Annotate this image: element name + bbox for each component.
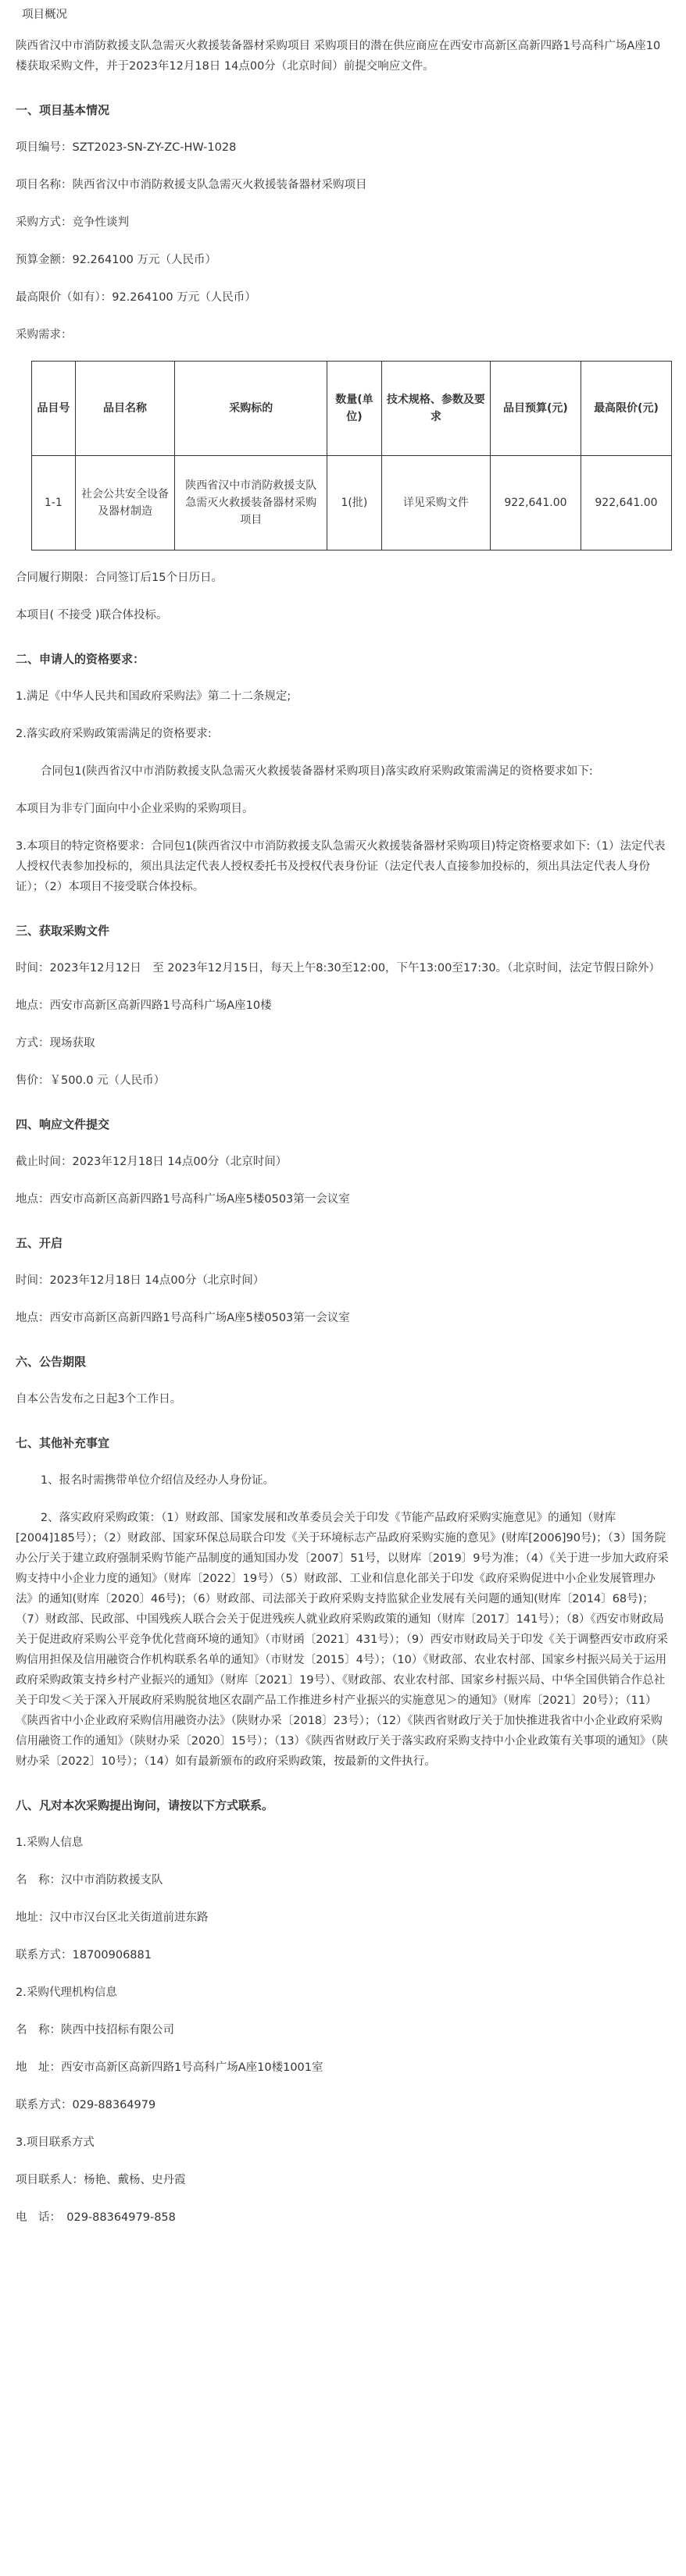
table-cell: 1-1 <box>32 456 76 550</box>
table-header-cell: 数量(单位) <box>327 362 382 456</box>
qualification-item-1: 1.满足《中华人民共和国政府采购法》第二十二条规定; <box>16 690 291 703</box>
table-header-cell: 品目预算(元) <box>490 362 581 456</box>
document-price: 售价：￥500.0 元（人民币） <box>16 1074 166 1087</box>
table-header-cell: 品目号 <box>32 362 76 456</box>
table-cell: 陕西省汉中市消防救援支队急需灭火救援装备器材采购项目 <box>175 456 327 550</box>
section8-heading: 八、凡对本次采购提出询问，请按以下方式联系。 <box>16 1798 274 1812</box>
document-way: 方式：现场获取 <box>16 1037 95 1049</box>
section2-heading: 二、申请人的资格要求： <box>16 652 145 666</box>
agency-phone: 联系方式：029-88364979 <box>16 2099 156 2111</box>
opening-time: 时间：2023年12月18日 14点00分（北京时间） <box>16 1274 265 1287</box>
contact-phone: 电 话： 029-88364979-858 <box>16 2211 176 2224</box>
requirement-table <box>31 361 672 550</box>
budget-amount: 预算金额：92.264100 万元（人民币） <box>16 254 217 266</box>
section5-heading: 五、开启 <box>16 1236 63 1250</box>
table-header-cell: 技术规格、参数及要求 <box>381 362 490 456</box>
section3-heading: 三、获取采购文件 <box>16 924 110 938</box>
max-price: 最高限价（如有）：92.264100 万元（人民币） <box>16 291 256 304</box>
qualification-item-3: 3.本项目的特定资格要求：合同包1(陕西省汉中市消防救援支队急需灭火救援装备器材采购项目)特定资格要求如下:（1）法定代表人授权代表参加投标的，须出具法定代表人授权委托书及授权代表身份证（法定代表人直接参加投标的，须出具法定代表人身份证）；（2）本项目不接受联合体投标。 <box>16 840 666 893</box>
opening-place: 地点：西安市高新区高新四路1号高科广场A座5楼0503第一会议室 <box>16 1312 350 1324</box>
document-place: 地点：西安市高新区高新四路1号高科广场A座10楼 <box>16 999 272 1012</box>
table-cell: 922,641.00 <box>581 456 671 550</box>
section1-heading: 一、项目基本情况 <box>16 103 110 117</box>
document-time: 时间：2023年12月12日 至 2023年12月15日，每天上午8:30至12:00，下午13:00至17:30。（北京时间，法定节假日除外） <box>16 962 660 974</box>
purchaser-label: 1.采购人信息 <box>16 1837 84 1849</box>
table-cell: 社会公共安全设备及器材制造 <box>75 456 175 550</box>
table-header-cell: 最高限价(元) <box>581 362 671 456</box>
table-header-row <box>32 362 672 456</box>
requirement-label: 采购需求： <box>16 329 73 341</box>
qualification-item-2-detail: 合同包1(陕西省汉中市消防救援支队急需灭火救援装备器材采购项目)落实政府采购政策需满足的资格要求如下: <box>40 765 593 778</box>
table-cell: 详见采购文件 <box>381 456 490 550</box>
agency-label: 2.采购代理机构信息 <box>16 1986 117 1999</box>
project-name: 项目名称：陕西省汉中市消防救援支队急需灭火救援装备器材采购项目 <box>16 179 367 191</box>
contract-period: 合同履行期限：合同签订后15个日历日。 <box>16 572 223 584</box>
table-cell: 922,641.00 <box>490 456 581 550</box>
consortium-policy: 本项目( 不接受 )联合体投标。 <box>16 609 168 622</box>
contact-person: 项目联系人：杨艳、戴杨、史丹霞 <box>16 2174 186 2186</box>
purchaser-address: 地址：汉中市汉台区北关街道前进东路 <box>16 1912 209 1924</box>
table-header-cell: 品目名称 <box>75 362 175 456</box>
overview-text: 陕西省汉中市消防救援支队急需灭火救援装备器材采购项目 采购项目的潜在供应商应在西安市高新区高新四路1号高科广场A座10楼获取采购文件，并于2023年12月18日 14点00分（北京时间）前提交响应文件。 <box>16 40 661 73</box>
table-row <box>32 456 672 550</box>
section4-heading: 四、响应文件提交 <box>16 1117 110 1131</box>
qualification-item-2: 2.落实政府采购政策需满足的资格要求: <box>16 728 212 740</box>
project-number: 项目编号：SZT2023-SN-ZY-ZC-HW-1028 <box>16 141 237 154</box>
supplement-item-1: 1、报名时需携带单位介绍信及经办人身份证。 <box>40 1474 275 1487</box>
supplement-item-2: 2、落实政府采购政策：（1）财政部、国家发展和改革委员会关于印发《节能产品政府采购实施意见》的通知（财库[2004]185号）；（2）财政部、国家环保总局联合印发《关于环境标志产品政府采购实施的意见》(财库[2006]90号)；（3）国务院办公厅关于建立政府强制采购节能产品制度的通知国办发〔2007〕51号，以财库〔2019〕9号为准；（4）《关于进一步加大政府采购支持中小企业力度的通知》（财库〔2022〕19号）（5）财政部、工业和信息化部关于印发《政府采购促进中小企业发展管理办法》的通知(财库〔2020〕46号)；（6）财政部、司法部关于政府采购支持监狱企业发展有关问题的通知(财库〔2014〕68号)；（7）财政部、民政部、中国残疾人联合会关于促进残疾人就业政府采购政策的通知（财库〔2017〕141号）；（8）《西安市财政局关于促进政府采购公平竞争优化营商环境的通知》（市财函〔2021〕431号）；（9）西安市财政局关于印发《关于调整西安市政府采购信用担保及信用融资合作机构联系名单的通知》（市财发〔2015〕4号）；（10）《财政部、农业农村部、国家乡村振兴局关于运用政府采购政策支持乡村产业振兴的通知》（财库〔2021〕19号）、《财政部、农业农村部、国家乡村振兴局、中华全国供销合作总社关于印发＜关于深入开展政府采购脱贫地区农副产品工作推进乡村产业振兴的实施意见＞的通知》（财库〔2021〕20号）；（11）《陕西省中小企业政府采购信用融资办法》（陕财办采〔2018〕23号）；（12）《陕西省财政厅关于加快推进我省中小企业政府采购信用融资工作的通知》（陕财办采〔2020〕15号）；（13）《陕西省财政厅关于落实政府采购支持中小企业政策有关事项的通知》（陕财办采〔2022〕10号）；（14）如有最新颁布的政府采购政策，按最新的文件执行。 <box>16 1512 669 1768</box>
submission-place: 地点：西安市高新区高新四路1号高科广场A座5楼0503第一会议室 <box>16 1193 350 1206</box>
contact-label: 3.项目联系方式 <box>16 2136 95 2149</box>
table-cell: 1(批) <box>327 456 382 550</box>
purchaser-name: 名 称：汉中市消防救援支队 <box>16 1874 163 1887</box>
purchaser-phone: 联系方式：18700906881 <box>16 1949 152 1961</box>
notice-period: 自本公告发布之日起3个工作日。 <box>16 1393 182 1406</box>
section7-heading: 七、其他补充事宜 <box>16 1436 110 1450</box>
agency-address: 地 址：西安市高新区高新四路1号高科广场A座10楼1001室 <box>16 2061 323 2074</box>
submission-deadline: 截止时间：2023年12月18日 14点00分（北京时间） <box>16 1156 288 1168</box>
procurement-method: 采购方式：竞争性谈判 <box>16 216 129 229</box>
table-header-cell: 采购标的 <box>175 362 327 456</box>
agency-name: 名 称：陕西中技招标有限公司 <box>16 2024 174 2036</box>
section6-heading: 六、公告期限 <box>16 1355 87 1369</box>
overview-label: 项目概况 <box>22 9 67 21</box>
qualification-sme-note: 本项目为非专门面向中小企业采购的采购项目。 <box>16 803 254 815</box>
